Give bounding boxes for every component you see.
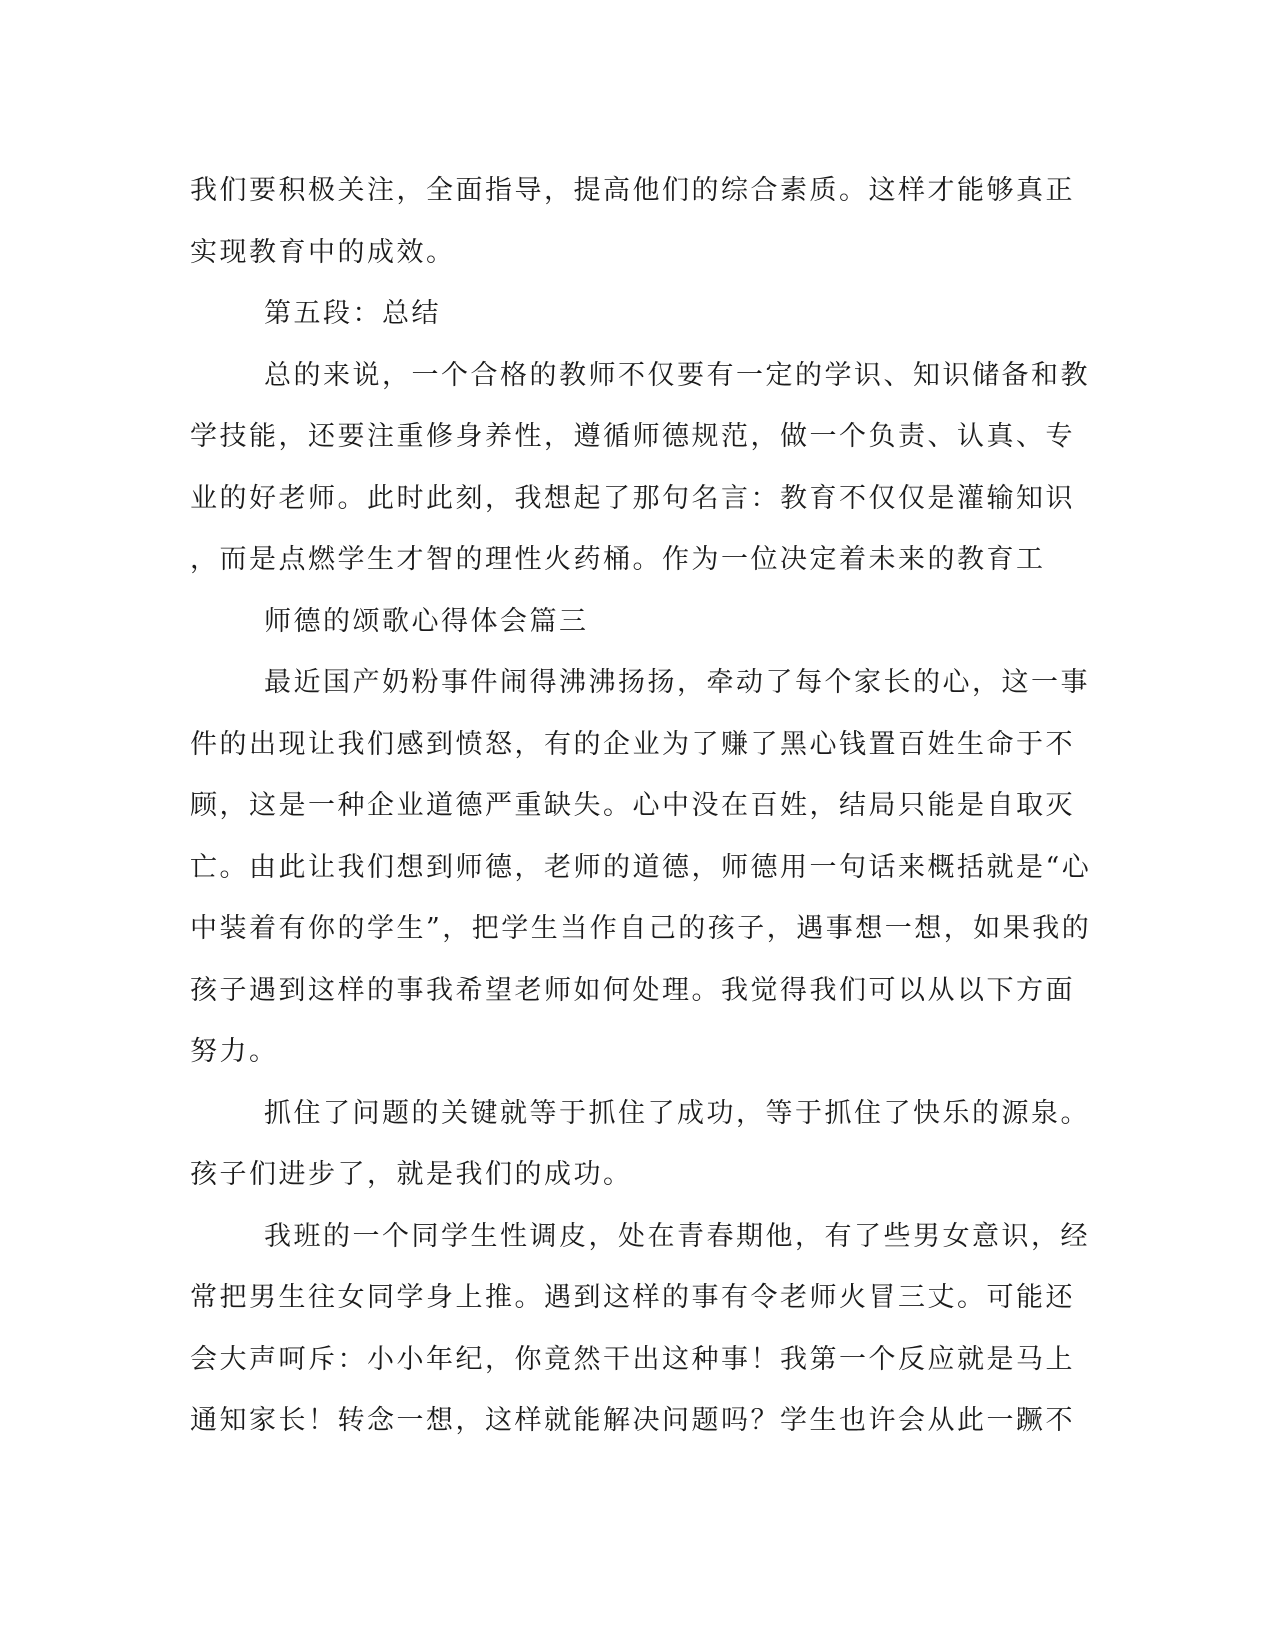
text-line: ，而是点燃学生才智的理性火药桶。作为一位决定着未来的教育工 — [190, 544, 1046, 575]
text-line: 亡。由此让我们想到师德，老师的道德，师德用一句话来概括就是“心 — [190, 851, 1092, 883]
section-heading: 师德的颂歌心得体会篇三 — [264, 605, 589, 637]
text-line: 最近国产奶粉事件闹得沸沸扬扬，牵动了每个家长的心，这一事 — [264, 667, 1090, 698]
text-line: 通知家长！转念一想，这样就能解决问题吗？学生也许会从此一蹶不 — [190, 1405, 1075, 1436]
text-line: 总的来说，一个合格的教师不仅要有一定的学识、知识储备和教 — [264, 359, 1090, 391]
text-line: 孩子们进步了，就是我们的成功。 — [190, 1159, 633, 1190]
text-line: 孩子遇到这样的事我希望老师如何处理。我觉得我们可以从以下方面 — [190, 974, 1075, 1006]
section-heading: 第五段：总结 — [264, 298, 441, 329]
text-line: 我们要积极关注，全面指导，提高他们的综合素质。这样才能够真正 — [190, 175, 1075, 206]
text-line: 学技能，还要注重修身养性，遵循师德规范，做一个负责、认真、专 — [190, 421, 1075, 452]
document-body — [190, 160, 1090, 1452]
text-line: 实现教育中的成效。 — [190, 236, 456, 268]
text-line: 顾，这是一种企业道德严重缺失。心中没在百姓，结局只能是自取灭 — [190, 790, 1075, 821]
text-line: 业的好老师。此时此刻，我想起了那句名言：教育不仅仅是灌输知识 — [190, 482, 1075, 514]
text-line: 努力。 — [190, 1036, 279, 1067]
text-line: 我班的一个同学生性调皮，处在青春期他，有了些男女意识，经 — [264, 1220, 1090, 1252]
text-line: 抓住了问题的关键就等于抓住了成功，等于抓住了快乐的源泉。 — [264, 1097, 1090, 1129]
text-line: 中装着有你的学生”，把学生当作自己的孩子，遇事想一想，如果我的 — [190, 913, 1092, 944]
text-line: 件的出现让我们感到愤怒，有的企业为了赚了黑心钱置百姓生命于不 — [190, 728, 1075, 760]
text-line: 常把男生往女同学身上推。遇到这样的事有令老师火冒三丈。可能还 — [190, 1282, 1075, 1313]
text-line: 会大声呵斥：小小年纪，你竟然干出这种事！我第一个反应就是马上 — [190, 1343, 1075, 1375]
